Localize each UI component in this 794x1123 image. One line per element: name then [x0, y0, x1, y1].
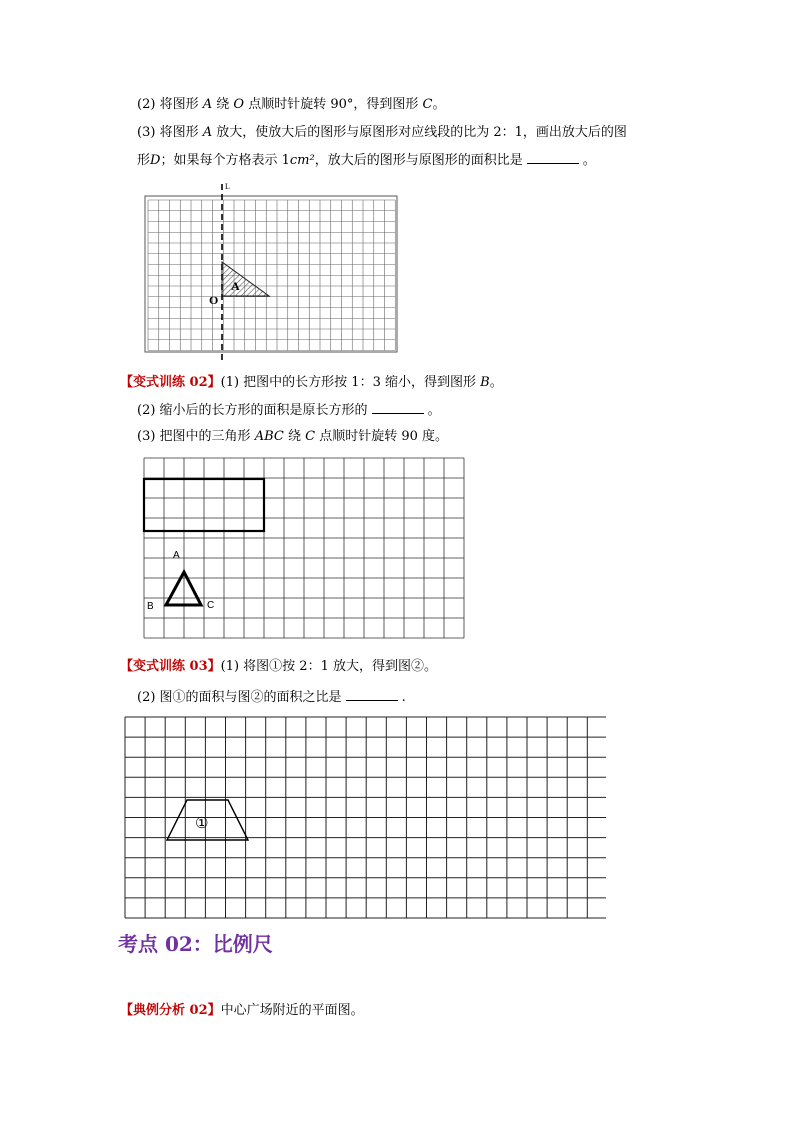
- question-3-line-1: (3) 将图形 A 放大，使放大后的图形与原图形对应线段的比为 2：1，画出放大后的图: [137, 125, 627, 140]
- answer-blank-rect-area[interactable]: [372, 401, 424, 414]
- example-02: 【典例分析 02】中心广场附近的平面图。: [120, 1003, 364, 1018]
- point-o-label: O: [209, 293, 219, 307]
- triangle-a: [222, 262, 269, 296]
- exercise-03-q2: (2) 图①的面积与图②的面积之比是 .: [137, 690, 406, 705]
- trapezoid-1-label: ①: [195, 814, 209, 832]
- triangle-a-label: A: [231, 279, 240, 293]
- section-heading: 考点 02：比例尺: [118, 932, 273, 956]
- exercise-02-q3: (3) 把图中的三角形 ABC 绕 C 点顺时针旋转 90 度。: [137, 429, 449, 444]
- label-a: A: [173, 550, 180, 561]
- question-2: (2) 将图形 A 绕 O 点顺时针旋转 90°，得到图形 C。: [137, 97, 446, 112]
- exercise-02-q2: (2) 缩小后的长方形的面积是原长方形的 。: [137, 403, 441, 418]
- label-b: B: [147, 601, 154, 612]
- answer-blank-area-ratio[interactable]: [527, 151, 579, 164]
- figure-1-grid: [136, 180, 406, 365]
- triangle-abc: [166, 572, 201, 605]
- answer-blank-area-ratio-2[interactable]: [346, 688, 398, 701]
- figure-3-grid: [122, 714, 606, 928]
- exercise-02-q1: 【变式训练 02】(1) 把图中的长方形按 1：3 缩小，得到图形 B。: [120, 375, 503, 390]
- axis-l-label: L: [225, 182, 230, 191]
- exercise-03-q1: 【变式训练 03】(1) 将图①按 2：1 放大，得到图②。: [120, 659, 437, 674]
- question-3-line-2: 形D；如果每个方格表示 1cm²，放大后的图形与原图形的面积比是 。: [137, 153, 596, 168]
- label-c: C: [207, 600, 215, 611]
- figure-2-grid: [140, 455, 470, 650]
